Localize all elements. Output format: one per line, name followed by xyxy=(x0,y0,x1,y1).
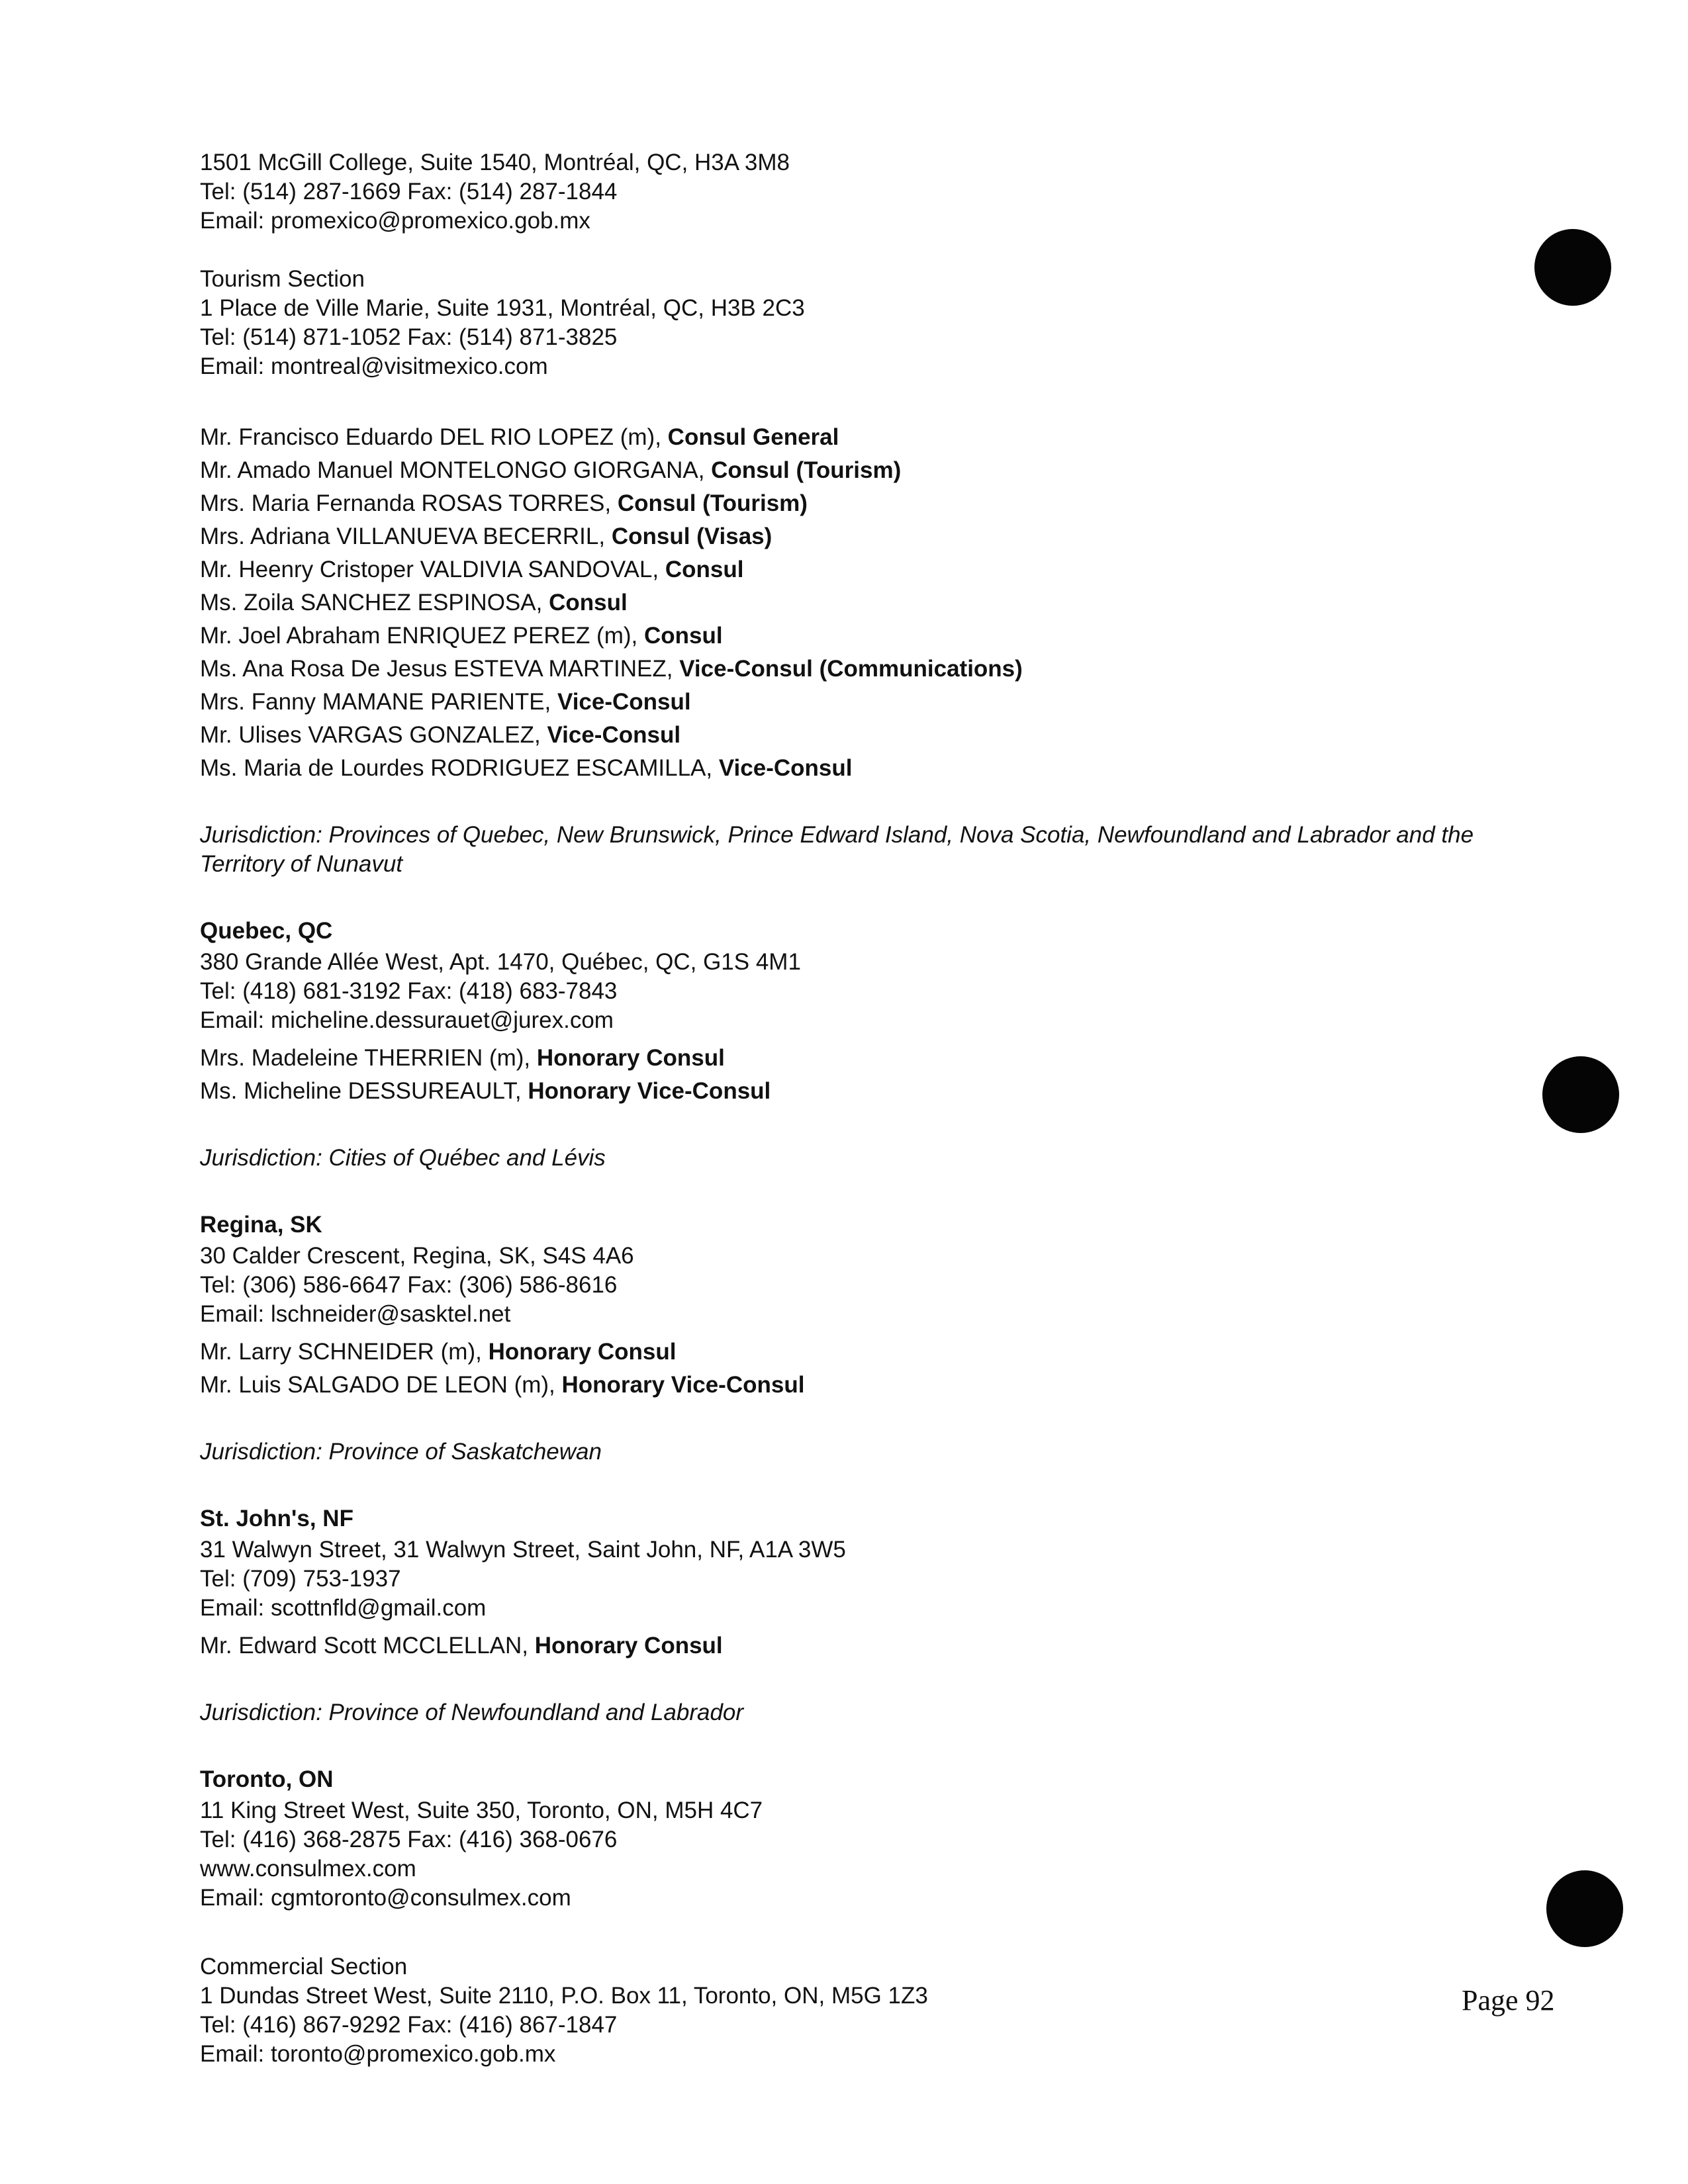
staff-title: Honorary Vice-Consul xyxy=(528,1078,771,1104)
staff-title: Consul (Tourism) xyxy=(711,457,902,483)
page-number: Page 92 xyxy=(1462,1984,1555,2017)
staff-entry xyxy=(200,653,1564,686)
staff-name: Mr. Heenry Cristoper VALDIVIA SANDOVAL, xyxy=(200,557,665,582)
address: 30 Calder Crescent, Regina, SK, S4S 4A6 xyxy=(200,1243,634,1269)
tourism-section-label: Tourism Section xyxy=(200,266,365,292)
staff-title: Consul General xyxy=(667,424,839,450)
page-content xyxy=(200,148,1564,2069)
commercial-address: 1 Dundas Street West, Suite 2110, P.O. Box 11, Toronto, ON, M5G 1Z3 xyxy=(200,1983,928,2009)
staff-title: Consul xyxy=(549,590,628,615)
trade-email: Email: promexico@promexico.gob.mx xyxy=(200,208,590,234)
jurisdiction-note: Jurisdiction: Provinces of Quebec, New Brunswick, Prince Edward Island, Nova Scotia, Newfoundland and Labrador and the Territory of Nunavut xyxy=(200,822,1474,877)
staff-title: Honorary Consul xyxy=(488,1339,677,1365)
staff-name: Mr. Larry SCHNEIDER (m), xyxy=(200,1339,489,1365)
staff-entry xyxy=(200,1629,1564,1662)
staff-name: Ms. Micheline DESSUREAULT, xyxy=(200,1078,528,1104)
staff-name: Mr. Luis SALGADO DE LEON (m), xyxy=(200,1372,562,1398)
staff-name: Ms. Maria de Lourdes RODRIGUEZ ESCAMILLA, xyxy=(200,755,719,781)
address: 31 Walwyn Street, 31 Walwyn Street, Saint John, NF, A1A 3W5 xyxy=(200,1537,846,1563)
staff-title: Honorary Vice-Consul xyxy=(561,1372,805,1398)
staff-title: Consul xyxy=(665,557,744,582)
staff-entry xyxy=(200,1075,1564,1108)
tourism-email: Email: montreal@visitmexico.com xyxy=(200,353,548,379)
staff-name: Mr. Ulises VARGAS GONZALEZ, xyxy=(200,722,547,748)
regina-section xyxy=(200,1208,1564,1467)
staff-entry xyxy=(200,454,1564,487)
phone: Tel: (306) 586-6647 Fax: (306) 586-8616 xyxy=(200,1272,618,1298)
section-heading: Quebec, QC xyxy=(200,918,333,944)
phone: Tel: (418) 681-3192 Fax: (418) 683-7843 xyxy=(200,978,618,1004)
staff-name: Mrs. Maria Fernanda ROSAS TORRES, xyxy=(200,490,618,516)
staff-name: Mr. Edward Scott MCCLELLAN, xyxy=(200,1633,535,1659)
staff-title: Vice-Consul xyxy=(557,689,691,715)
section-heading: St. John's, NF xyxy=(200,1506,353,1531)
staff-name: Mrs. Fanny MAMANE PARIENTE, xyxy=(200,689,557,715)
staff-name: Mr. Francisco Eduardo DEL RIO LOPEZ (m), xyxy=(200,424,668,450)
staff-title: Vice-Consul (Communications) xyxy=(679,656,1023,682)
trade-phone: Tel: (514) 287-1669 Fax: (514) 287-1844 xyxy=(200,179,618,205)
staff-entry xyxy=(200,1336,1564,1369)
staff-name: Ms. Zoila SANCHEZ ESPINOSA, xyxy=(200,590,549,615)
staff-entry xyxy=(200,586,1564,619)
section-heading: Toronto, ON xyxy=(200,1766,334,1792)
staff-name: Mr. Amado Manuel MONTELONGO GIORGANA, xyxy=(200,457,712,483)
quebec-section xyxy=(200,915,1564,1173)
toronto-section xyxy=(200,1763,1564,2069)
tourism-address: 1 Place de Ville Marie, Suite 1931, Montréal, QC, H3B 2C3 xyxy=(200,295,805,321)
staff-name: Ms. Ana Rosa De Jesus ESTEVA MARTINEZ, xyxy=(200,656,680,682)
montreal-section xyxy=(200,148,1564,879)
staff-title: Consul (Tourism) xyxy=(617,490,808,516)
jurisdiction-note: Jurisdiction: Cities of Québec and Lévis xyxy=(200,1145,606,1171)
phone: Tel: (416) 368-2875 Fax: (416) 368-0676 xyxy=(200,1827,618,1852)
commercial-phone: Tel: (416) 867-9292 Fax: (416) 867-1847 xyxy=(200,2012,618,2038)
email: Email: lschneider@sasktel.net xyxy=(200,1301,511,1327)
staff-entry xyxy=(200,553,1564,586)
st-johns-section xyxy=(200,1502,1564,1727)
staff-title: Consul (Visas) xyxy=(611,523,773,549)
phone: Tel: (709) 753-1937 xyxy=(200,1566,401,1592)
staff-entry xyxy=(200,487,1564,520)
staff-entry xyxy=(200,719,1564,752)
staff-name: Mr. Joel Abraham ENRIQUEZ PEREZ (m), xyxy=(200,623,644,649)
email: Email: scottnfld@gmail.com xyxy=(200,1595,487,1621)
staff-entry xyxy=(200,520,1564,553)
staff-entry xyxy=(200,686,1564,719)
section-heading: Regina, SK xyxy=(200,1212,322,1238)
email: Email: micheline.dessurauet@jurex.com xyxy=(200,1007,614,1033)
website: www.consulmex.com xyxy=(200,1856,416,1882)
staff-entry xyxy=(200,1042,1564,1075)
staff-name: Mrs. Adriana VILLANUEVA BECERRIL, xyxy=(200,523,612,549)
staff-entry xyxy=(200,752,1564,785)
montreal-staff-list xyxy=(200,421,1564,785)
staff-entry xyxy=(200,421,1564,454)
address: 380 Grande Allée West, Apt. 1470, Québec, QC, G1S 4M1 xyxy=(200,949,801,975)
staff-title: Honorary Consul xyxy=(536,1045,725,1071)
commercial-email: Email: toronto@promexico.gob.mx xyxy=(200,2041,556,2067)
trade-address: 1501 McGill College, Suite 1540, Montréal, QC, H3A 3M8 xyxy=(200,150,790,175)
staff-entry xyxy=(200,1369,1564,1402)
staff-title: Vice-Consul xyxy=(547,722,681,748)
staff-title: Consul xyxy=(643,623,723,649)
address: 11 King Street West, Suite 350, Toronto, ON, M5H 4C7 xyxy=(200,1797,763,1823)
tourism-phone: Tel: (514) 871-1052 Fax: (514) 871-3825 xyxy=(200,324,618,350)
staff-name: Mrs. Madeleine THERRIEN (m), xyxy=(200,1045,537,1071)
jurisdiction-note: Jurisdiction: Province of Saskatchewan xyxy=(200,1439,602,1465)
staff-title: Honorary Consul xyxy=(534,1633,723,1659)
commercial-section-label: Commercial Section xyxy=(200,1954,408,1979)
jurisdiction-note: Jurisdiction: Province of Newfoundland and Labrador xyxy=(200,1700,744,1725)
staff-entry xyxy=(200,619,1564,653)
staff-title: Vice-Consul xyxy=(718,755,853,781)
email: Email: cgmtoronto@consulmex.com xyxy=(200,1885,571,1911)
